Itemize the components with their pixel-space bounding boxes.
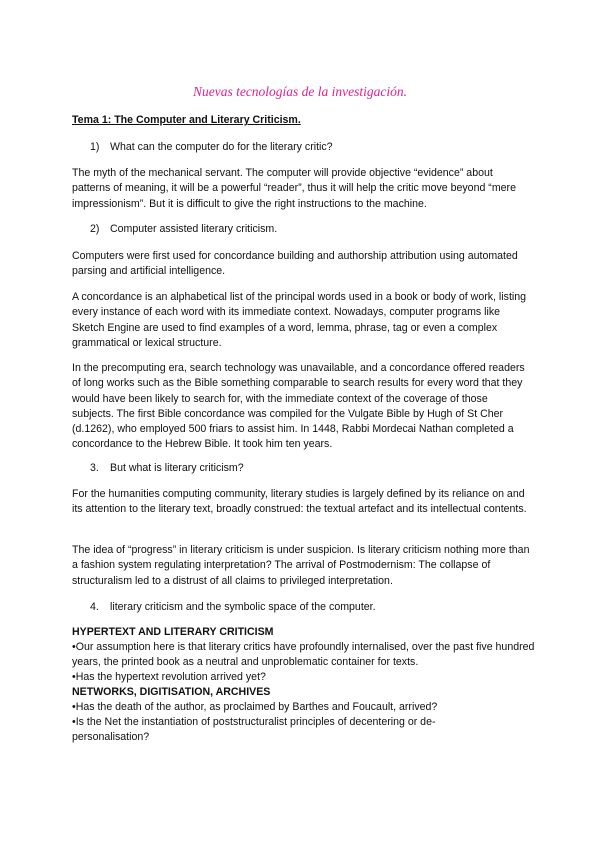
question-3: [90, 461, 244, 476]
document-title: Nuevas tecnologías de la investigación.: [192, 84, 408, 99]
question-number: 2): [90, 223, 100, 235]
question-text: literary criticism and the symbolic space of the computer.: [110, 601, 376, 613]
paragraph-humanities-computing: For the humanities computing community, literary studies is largely defined by its reliance on and its attention to the literary text, broadly construed: the textual artefact and its intellectual contents.: [72, 488, 527, 516]
question-text: What can the computer do for the literary critic?: [110, 141, 333, 153]
paragraph-concordance-definition: A concordance is an alphabetical list of the principal words used in a book or body of work, listing every instance of each word with its immediate context. Nowadays, computer programs like Sketch Engine are used to find examples of a word, lemma, phrase, tag or even a complex grammatical or lexical structure.: [72, 291, 527, 349]
networks-heading: NETWORKS, DIGITISATION, ARCHIVES: [72, 686, 271, 698]
question-2: [90, 222, 277, 237]
topic-heading: Tema 1: The Computer and Literary Criticism.: [72, 114, 301, 126]
hypertext-bullet: •Has the hypertext revolution arrived yet?: [72, 671, 266, 683]
networks-bullet: •Is the Net the instantiation of poststructuralist principles of decentering or de-personalisation?: [72, 716, 436, 744]
hypertext-bullet: •Our assumption here is that literary critics have profoundly internalised, over the past five hundred years, the printed book as a neutral and unproblematic container for texts.: [72, 641, 535, 669]
question-text: But what is literary criticism?: [110, 462, 244, 474]
question-number: 3.: [90, 462, 99, 474]
paragraph-progress: The idea of “progress” in literary criticism is under suspicion. Is literary criticism nothing more than a fashion system regulating interpretation? The arrival of Postmodernism: The collapse of structuralism led to a distrust of all claims to privileged interpretation.: [72, 544, 530, 587]
question-number: 4.: [90, 601, 99, 613]
paragraph-concordance-building: Computers were first used for concordance building and authorship attribution using automated parsing and artificial intelligence.: [72, 250, 518, 278]
question-number: 1): [90, 141, 100, 153]
question-text: Computer assisted literary criticism.: [110, 223, 278, 235]
paragraph-mechanical-servant: The myth of the mechanical servant. The computer will provide objective “evidence” about patterns of meaning, it will be a powerful “reader”, thus it will help the critic move beyond “mere impressionism”. But it is difficult to give the right instructions to the machine.: [72, 167, 516, 210]
paragraph-precomputing-era: In the precomputing era, search technology was unavailable, and a concordance offered readers of long works such as the Bible something comparable to search results for every word that they would have been likely to search for, with the immediate context of the coverage of those subjects. The first Bible concordance was compiled for the Vulgate Bible by Hugh of St Cher (d.1262), who employed 500 friars to assist him. In 1448, Rabbi Mordecai Nathan completed a concordance to the Hebrew Bible. It took him ten years.: [72, 362, 525, 451]
hypertext-heading: HYPERTEXT AND LITERARY CRITICISM: [72, 626, 274, 638]
question-4: [90, 600, 376, 615]
networks-bullet: •Has the death of the author, as proclaimed by Barthes and Foucault, arrived?: [72, 701, 438, 713]
question-1: [90, 140, 333, 155]
